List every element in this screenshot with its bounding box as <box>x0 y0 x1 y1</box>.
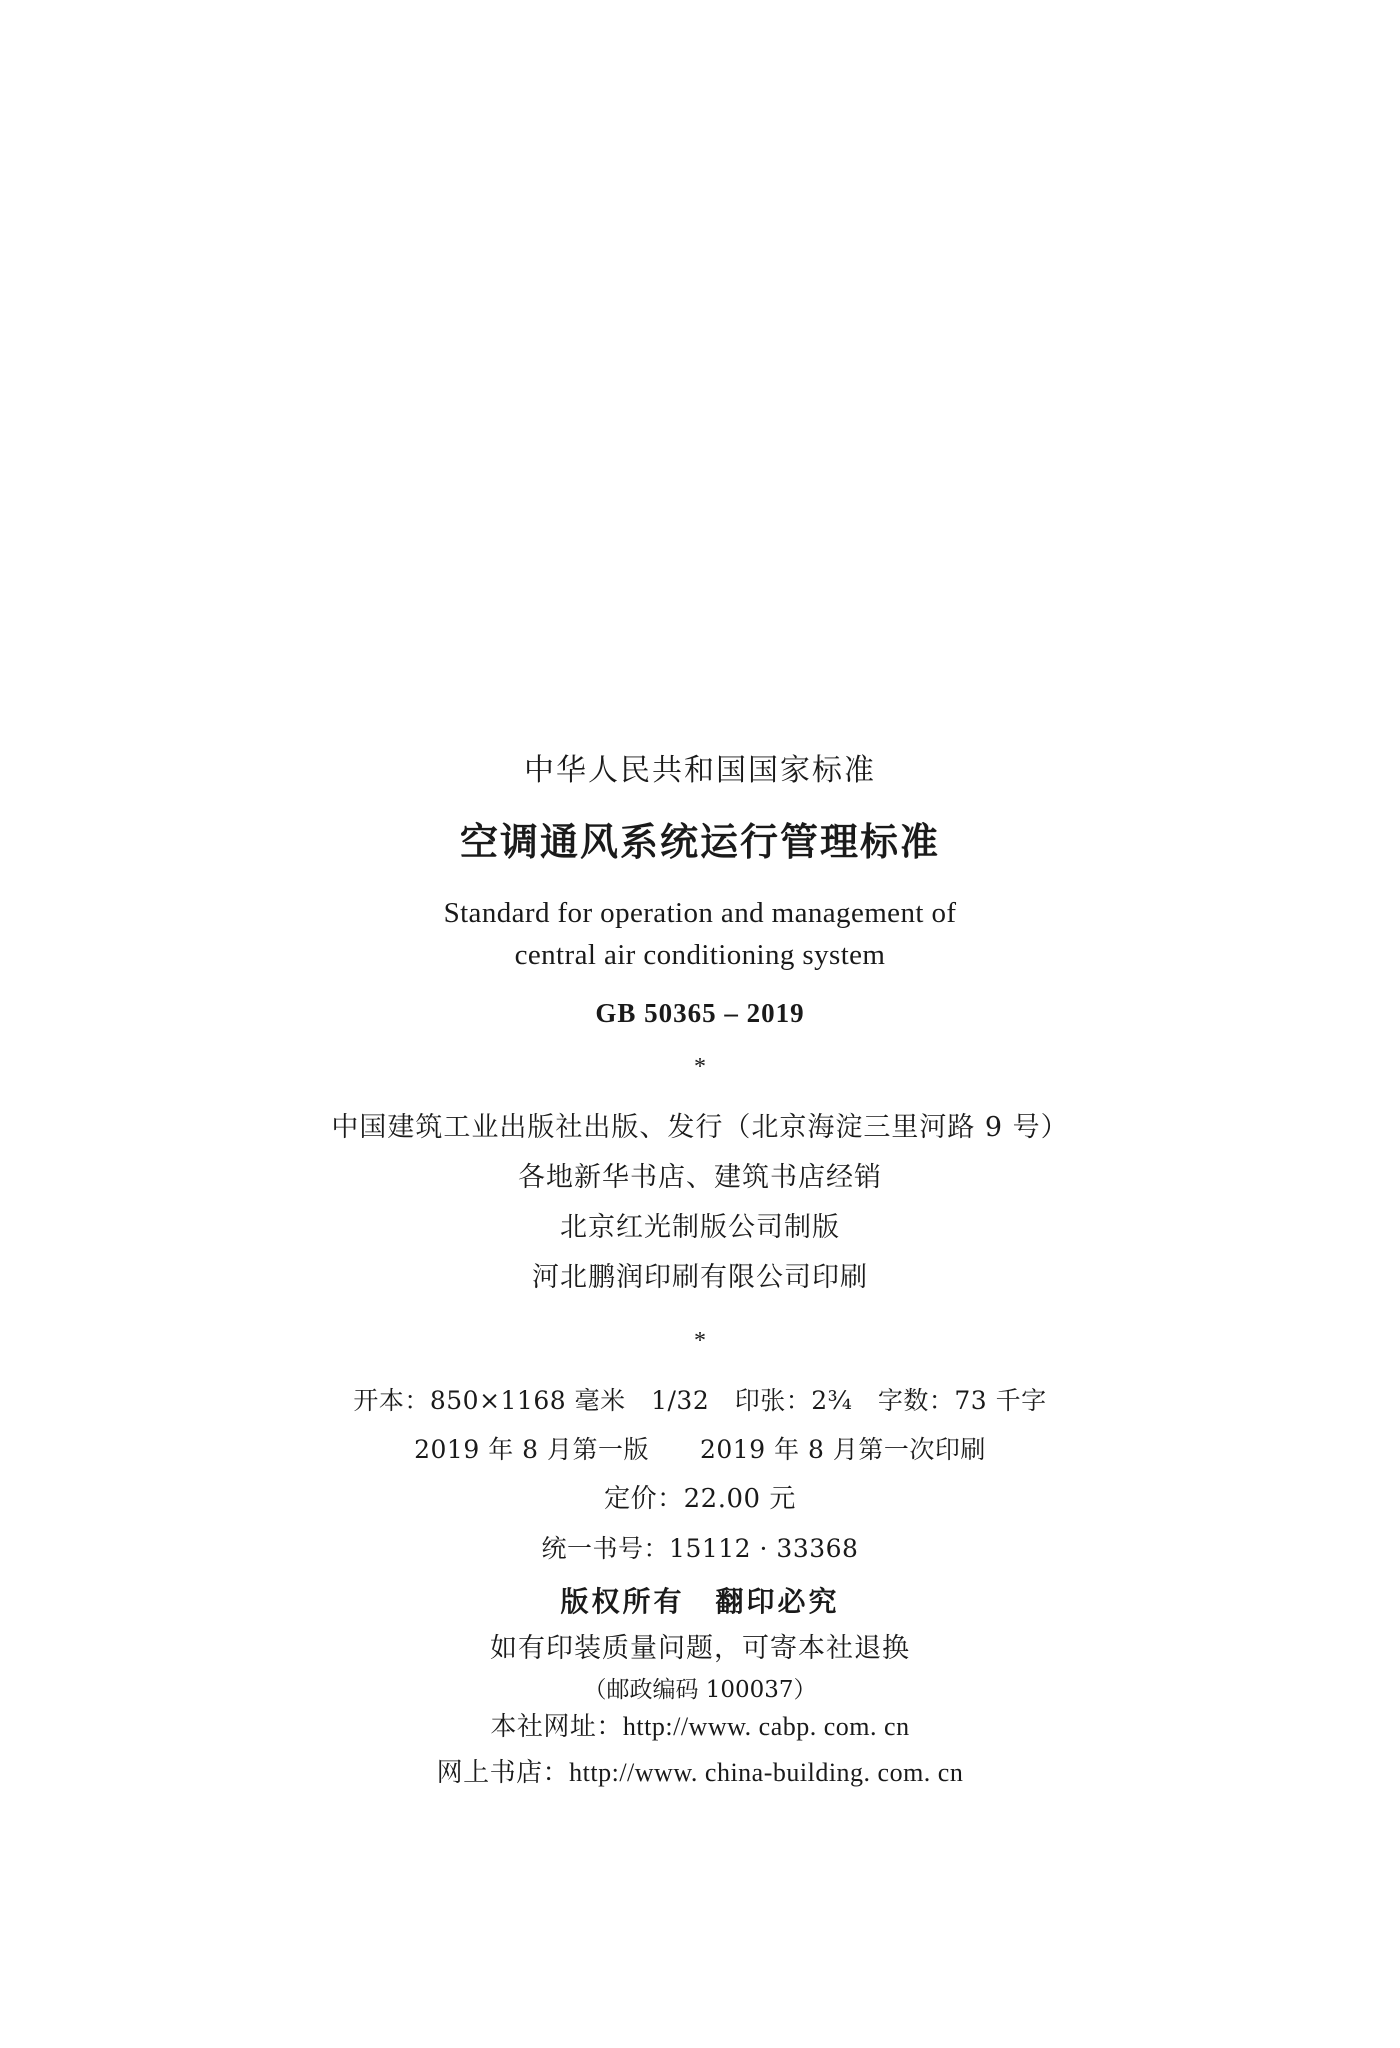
title-english-line2: central air conditioning system <box>514 939 886 972</box>
postal-code: （邮政编码 100037） <box>583 1676 817 1703</box>
price: 定价：22.00 元 <box>604 1484 796 1515</box>
separator-asterisk-bottom: * <box>694 1327 706 1354</box>
colophon-block <box>0 745 1400 1797</box>
publisher-info <box>0 1103 1400 1303</box>
title-english-line1: Standard for operation and management of <box>443 897 957 929</box>
bookstore-label: 网上书店： <box>436 1758 570 1789</box>
website-url[interactable]: http://www. cabp. com. cn <box>622 1711 910 1741</box>
page-title: 空调通风系统运行管理标准 <box>459 819 940 864</box>
separator-asterisk-top: * <box>694 1054 706 1081</box>
print-specs-line1: 开本：850×1168 毫米 1/32 印张：2¾ 字数：73 千字 <box>353 1385 1047 1415</box>
web-addresses <box>0 1704 1400 1797</box>
publisher-line: 河北鹏润印刷有限公司印刷 <box>532 1261 868 1293</box>
bookstore-url[interactable]: http://www. china-building. com. cn <box>569 1758 964 1788</box>
standard-code: GB 50365 – 2019 <box>595 998 805 1029</box>
website-label: 本社网址： <box>490 1711 623 1742</box>
copyright-notice: 版权所有 翻印必究 <box>560 1584 840 1618</box>
bookstore-row <box>0 1750 1400 1797</box>
publisher-line: 各地新华书店、建筑书店经销 <box>518 1162 882 1194</box>
print-specs-line2: 2019 年 8 月第一版 2019 年 8 月第一次印刷 <box>414 1434 986 1464</box>
print-specs <box>0 1377 1400 1574</box>
isbn-number: 统一书号：15112 · 33368 <box>541 1534 859 1564</box>
website-row <box>0 1704 1400 1751</box>
publisher-line: 中国建筑工业出版社出版、发行（北京海淀三里河路 9 号） <box>331 1112 1069 1144</box>
publisher-line: 北京红光制版公司制版 <box>560 1211 840 1243</box>
standard-header: 中华人民共和国国家标准 <box>524 753 876 788</box>
quality-notice: 如有印装质量问题，可寄本社退换 <box>490 1632 910 1664</box>
